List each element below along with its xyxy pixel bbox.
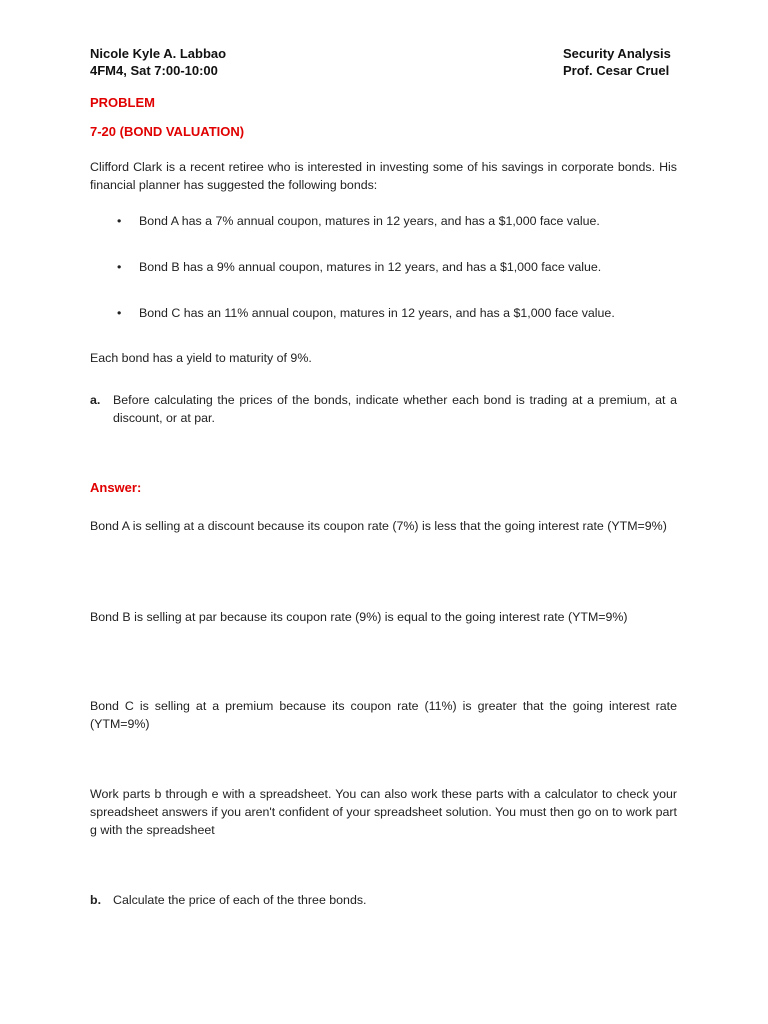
answer-heading: Answer: <box>90 480 142 495</box>
class-section: 4FM4, Sat 7:00-10:00 <box>90 63 218 78</box>
bullet-text: Bond B has a 9% annual coupon, matures in 12 years, and has a $1,000 face value. <box>139 260 602 274</box>
part-a <box>90 391 677 427</box>
bullet-text: Bond A has a 7% annual coupon, matures in 12 years, and has a $1,000 face value. <box>139 214 600 228</box>
student-name: Nicole Kyle A. Labbao <box>90 46 227 61</box>
part-a-text: Before calculating the prices of the bonds, indicate whether each bond is trading at a premium, at a discount, or at par. <box>113 393 677 425</box>
instructions-paragraph: Work parts b through e with a spreadsheet. You can also work these parts with a calculator to check your spreadsheet answers if you aren't confident of your spreadsheet solution. You must then go on to work part g with the spreadsheet <box>90 787 677 837</box>
intro-paragraph: Clifford Clark is a recent retiree who is interested in investing some of his savings in corporate bonds. His financial planner has suggested the following bonds: <box>90 160 677 192</box>
answer-bond-b: Bond B is selling at par because its coupon rate (9%) is equal to the going interest rate (YTM=9%) <box>90 610 628 624</box>
bullet-text: Bond C has an 11% annual coupon, matures in 12 years, and has a $1,000 face value. <box>139 306 615 320</box>
part-a-label: a. <box>90 393 101 407</box>
header-right <box>563 45 671 79</box>
problem-title: 7-20 (BOND VALUATION) <box>90 124 245 139</box>
part-b <box>90 891 677 909</box>
ytm-note: Each bond has a yield to maturity of 9%. <box>90 351 312 365</box>
bullet-icon: • <box>117 306 122 320</box>
header-left <box>90 45 226 79</box>
bullet-icon: • <box>117 214 122 228</box>
professor-name: Prof. Cesar Cruel <box>563 63 670 78</box>
bullet-icon: • <box>117 260 122 274</box>
part-b-text: Calculate the price of each of the three bonds. <box>113 893 367 907</box>
course-name: Security Analysis <box>563 46 671 61</box>
answer-bond-a: Bond A is selling at a discount because its coupon rate (7%) is less that the going interest rate (YTM=9%) <box>90 519 667 533</box>
answer-bond-c: Bond C is selling at a premium because its coupon rate (11%) is greater that the going interest rate (YTM=9%) <box>90 699 677 731</box>
part-b-label: b. <box>90 893 102 907</box>
problem-heading: PROBLEM <box>90 95 155 110</box>
